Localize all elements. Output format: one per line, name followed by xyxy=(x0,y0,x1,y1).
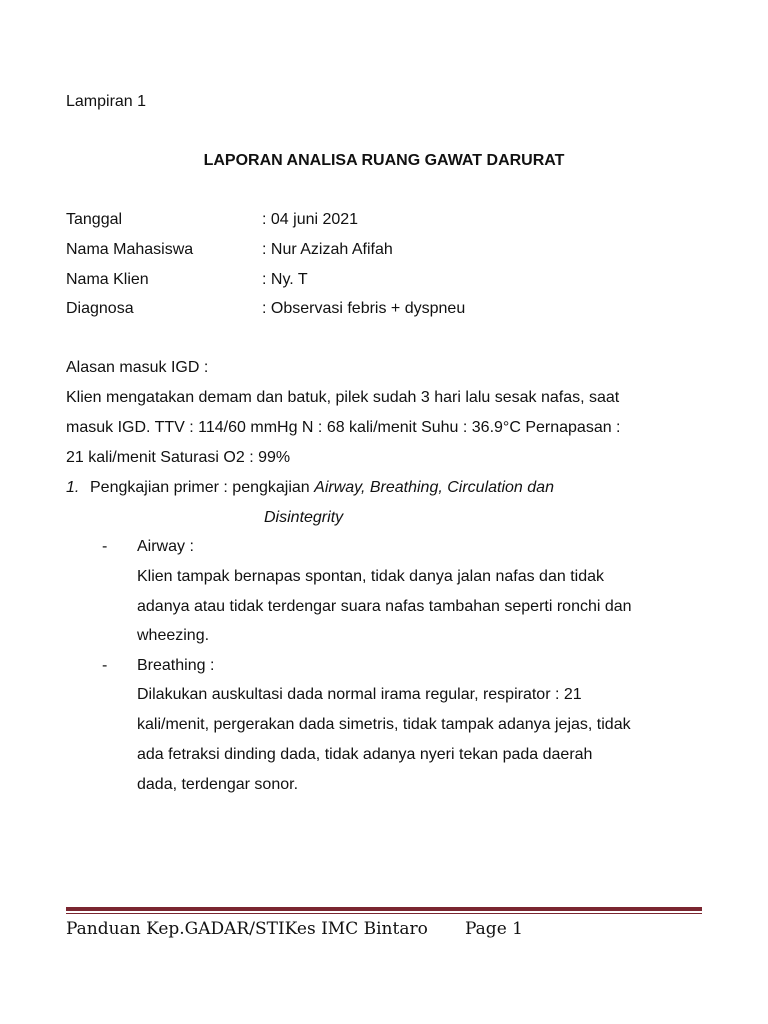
section-heading-italic: Airway, Breathing, Circulation dan xyxy=(314,479,554,496)
section-heading xyxy=(90,478,554,498)
airway-line: Klien tampak bernapas spontan, tidak danya jalan nafas dan tidak xyxy=(137,568,604,585)
airway-line: adanya atau tidak terdengar suara nafas tambahan seperti ronchi dan xyxy=(137,598,632,615)
section-number: 1. xyxy=(66,479,80,496)
breathing-line: kali/menit, pergerakan dada simetris, tidak tampak adanya jejas, tidak xyxy=(137,716,631,733)
klien-label: Nama Klien xyxy=(66,271,149,288)
mahasiswa-value: : Nur Azizah Afifah xyxy=(262,241,393,258)
page-number: Page 1 xyxy=(465,919,523,939)
bullet-dash: - xyxy=(102,538,108,555)
admission-heading: Alasan masuk IGD : xyxy=(66,359,209,376)
tanggal-label: Tanggal xyxy=(66,211,123,228)
footer-left-text: Panduan Kep.GADAR/STIKes IMC Bintaro xyxy=(66,919,428,939)
footer-rule-thin xyxy=(66,913,702,914)
document-title: LAPORAN ANALISA RUANG GAWAT DARURAT xyxy=(203,152,565,169)
tanggal-value: : 04 juni 2021 xyxy=(262,211,359,228)
footer-rule xyxy=(66,907,702,911)
airway-title: Airway : xyxy=(137,538,194,555)
attachment-label: Lampiran 1 xyxy=(66,93,147,110)
diagnosa-label: Diagnosa xyxy=(66,300,134,317)
admission-line: masuk IGD. TTV : 114/60 mmHg N : 68 kali/menit Suhu : 36.9°C Pernapasan : xyxy=(66,419,621,436)
breathing-line: dada, terdengar sonor. xyxy=(137,776,299,793)
airway-line: wheezing. xyxy=(137,627,210,644)
diagnosa-value: : Observasi febris + dyspneu xyxy=(262,300,466,317)
bullet-dash: - xyxy=(102,657,108,674)
klien-value: : Ny. T xyxy=(262,271,308,288)
section-heading-plain: Pengkajian primer : pengkajian xyxy=(90,479,315,496)
breathing-title: Breathing : xyxy=(137,657,215,674)
breathing-line: ada fetraksi dinding dada, tidak adanya nyeri tekan pada daerah xyxy=(137,746,593,763)
mahasiswa-label: Nama Mahasiswa xyxy=(66,241,194,258)
admission-line: 21 kali/menit Saturasi O2 : 99% xyxy=(66,449,291,466)
admission-line: Klien mengatakan demam dan batuk, pilek sudah 3 hari lalu sesak nafas, saat xyxy=(66,389,620,406)
section-heading-continued: Disintegrity xyxy=(264,509,344,526)
breathing-line: Dilakukan auskultasi dada normal irama regular, respirator : 21 xyxy=(137,686,582,703)
